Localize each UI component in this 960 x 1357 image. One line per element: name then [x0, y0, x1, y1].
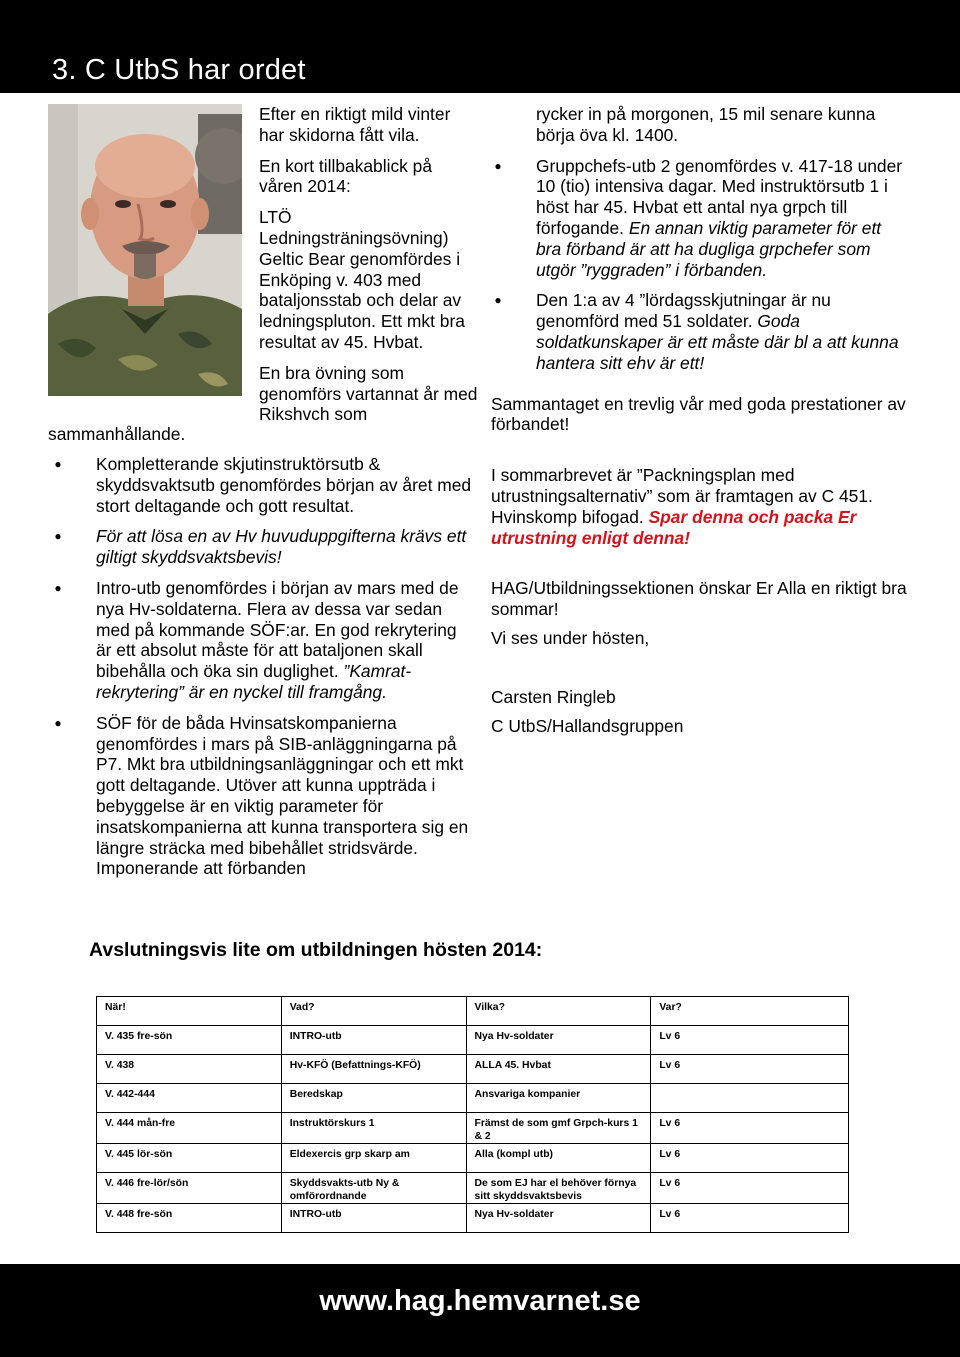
table-header-cell: Var?: [651, 997, 849, 1026]
table-cell: Alla (kompl utb): [466, 1144, 651, 1173]
table-cell: V. 442-444: [97, 1084, 282, 1113]
table-cell: V. 445 lör-sön: [97, 1144, 282, 1173]
table-cell: Ansvariga kompanier: [466, 1084, 651, 1113]
table-cell: Lv 6: [651, 1144, 849, 1173]
table-cell: Främst de som gmf Grpch-kurs 1 & 2: [466, 1113, 651, 1144]
table-row: [97, 1173, 849, 1204]
table-cell: [651, 1084, 849, 1113]
schedule-table: [96, 996, 849, 1233]
table-cell: Hv-KFÖ (Befattnings-KFÖ): [281, 1055, 466, 1084]
table-row: [97, 1026, 849, 1055]
bullet-icon: ●: [494, 158, 502, 173]
author-photo: [48, 104, 242, 396]
summary-paragraph: Sammantaget en trevlig vår med goda prestationer av förbandet!: [491, 393, 906, 435]
table-header-cell: Vilka?: [466, 997, 651, 1026]
table-cell: INTRO-utb: [281, 1204, 466, 1233]
intro-paragraph: LTÖ Ledningsträningsövning) Geltic Bear genomfördes i Enköping v. 403 med bataljonsstab och delar av ledningspluton. Ett mkt bra resultat av 45. Hvbat.: [259, 207, 465, 352]
list-item: ● SÖF för de båda Hvinsatskompanierna genomfördes i mars på SIB-anläggningarna på P7. Mkt bra utbildningsanläggningar och ett mkt gott deltagande. Utöver att kunna uppträda i bebyggelse är en viktig parameter för insatskompanierna att kunna transportera sig en längre sträcka med bibehållet stridsvärde. Imponerande att förbanden: [54, 712, 469, 879]
table-cell: Lv 6: [651, 1026, 849, 1055]
packing-highlight: Spar denna och packa Er utrustning enligt denna!: [491, 506, 857, 548]
bullet-icon: ●: [54, 457, 62, 471]
table-header-row: [97, 997, 849, 1026]
table-row: [97, 1055, 849, 1084]
intro-paragraph: En kort tillbakablick på våren 2014:: [259, 155, 433, 197]
intro-paragraph-end: sammanhållande.: [48, 424, 186, 444]
farewell-paragraph: Vi ses under hösten,: [491, 627, 650, 648]
table-header-cell: När!: [97, 997, 282, 1026]
table-cell: Nya Hv-soldater: [466, 1204, 651, 1233]
table-cell: V. 438: [97, 1055, 282, 1084]
table-cell: Nya Hv-soldater: [466, 1026, 651, 1055]
intro-paragraph: Efter en riktigt mild vinter har skidorna fått vila.: [259, 104, 451, 145]
packing-paragraph: I sommarbrevet är ”Packningsplan med utrustningsalternativ” som är framtagen av C 451. Hvinskomp bifogad. Spar denna och packa Er utrustning enligt denna!: [491, 465, 873, 548]
left-bullet-list: [54, 454, 476, 889]
table-cell: ALLA 45. Hvbat: [466, 1055, 651, 1084]
right-column: [491, 104, 911, 736]
bullet-icon: ●: [54, 715, 62, 730]
table-cell: V. 446 fre-lör/sön: [97, 1173, 282, 1204]
table-cell: V. 435 fre-sön: [97, 1026, 282, 1055]
list-item: ● Den 1:a av 4 ”lördagsskjutningar är nu genomförd med 51 soldater. Goda soldatkunskaper är ett måste där bl a att kunna hantera sitt ehv är ett!: [494, 290, 899, 373]
table-cell: Lv 6: [651, 1113, 849, 1144]
table-row: [97, 1113, 849, 1144]
table-row: [97, 1204, 849, 1233]
table-row: [97, 1084, 849, 1113]
list-item: ● Kompletterande skjutinstruktörsutb & skyddsvaktsutb genomfördes början av året med stort deltagande och gott resultat.: [54, 454, 472, 516]
list-item: ● Intro-utb genomfördes i början av mars med de nya Hv-soldaterna. Flera av dessa var sedan med på kommande SÖF:ar. En god rekrytering är ett absolut måste för att bataljonen skall bibehålla och öka sin duglighet. ”Kamrat-rekrytering” är en nyckel till framgång.: [54, 577, 459, 702]
signature-title: C UtbS/Hallandsgruppen: [491, 715, 684, 736]
table-cell: Eldexercis grp skarp am: [281, 1144, 466, 1173]
table-header-cell: Vad?: [281, 997, 466, 1026]
continued-text: rycker in på morgonen, 15 mil senare kunna börja öva kl. 1400.: [536, 104, 876, 145]
intro-text: [259, 104, 479, 435]
signature-name: Carsten Ringleb: [491, 686, 616, 707]
bullet-icon: ●: [54, 580, 62, 595]
table-row: [97, 1144, 849, 1173]
greeting-paragraph: HAG/Utbildningssektionen önskar Er Alla en riktigt bra sommar!: [491, 578, 907, 620]
table-cell: Lv 6: [651, 1204, 849, 1233]
list-item: ● Gruppchefs-utb 2 genomfördes v. 417-18 under 10 (tio) intensiva dagar. Med instruktörsutb 1 i höst har 45. Hvbat ett antal nya grpch till förfogande. En annan viktig parameter för ett bra förband är att ha dugliga grpchefer som utgör ”ryggraden” i förbanden.: [494, 155, 903, 280]
bullet-icon: ●: [54, 529, 62, 544]
schedule-heading: Avslutningsvis lite om utbildningen hösten 2014:: [89, 939, 543, 961]
table-cell: V. 444 mån-fre: [97, 1113, 282, 1144]
table-cell: V. 448 fre-sön: [97, 1204, 282, 1233]
page-title: 3. C UtbS har ordet: [52, 54, 306, 86]
portrait-photo-icon: [48, 104, 242, 396]
table-cell: Instruktörskurs 1: [281, 1113, 466, 1144]
intro-paragraph: En bra övning som genomförs vartannat år med Rikshvch som: [259, 362, 478, 425]
table-cell: Lv 6: [651, 1173, 849, 1204]
bullet-icon: ●: [494, 293, 502, 308]
table-cell: Beredskap: [281, 1084, 466, 1113]
table-cell: Lv 6: [651, 1055, 849, 1084]
list-item: ● För att lösa en av Hv huvuduppgifterna krävs ett giltigt skyddsvaktsbevis!: [54, 526, 467, 568]
table-cell: De som EJ har el behöver förnya sitt skyddsvaktsbevis: [466, 1173, 651, 1204]
table-cell: Skyddsvakts-utb Ny & omförordnande: [281, 1173, 466, 1204]
footer-url-link[interactable]: www.hag.hemvarnet.se: [319, 1285, 641, 1317]
table-cell: INTRO-utb: [281, 1026, 466, 1055]
